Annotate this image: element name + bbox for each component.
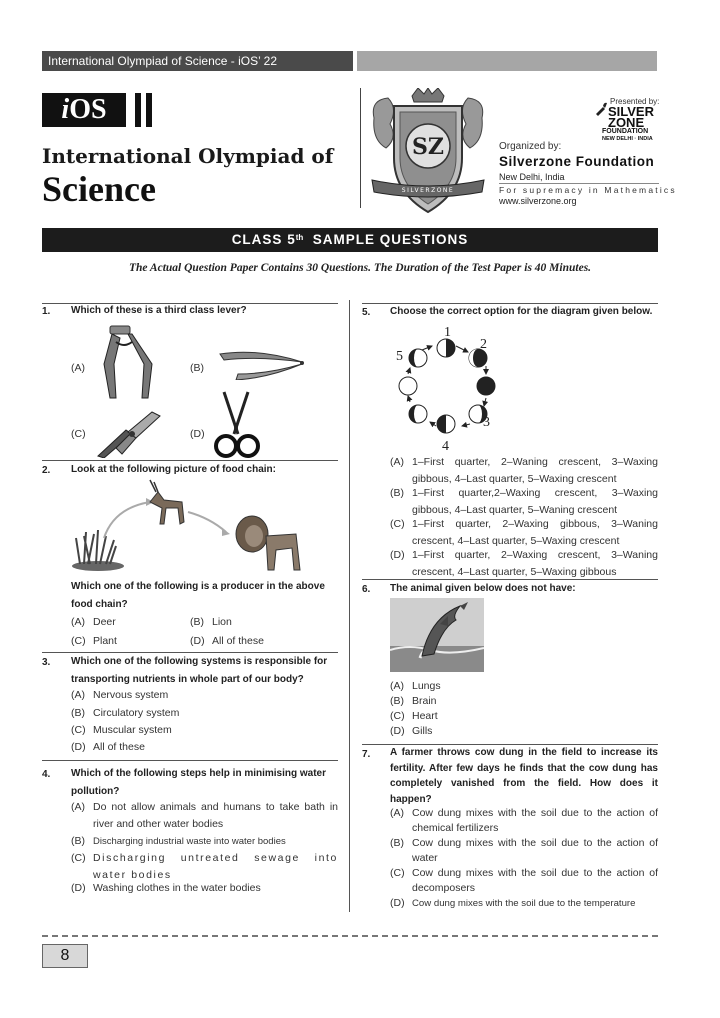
option-label: (C) xyxy=(390,518,405,530)
q4-option-a[interactable] xyxy=(71,799,338,833)
presented-by: Presented by: xyxy=(610,97,660,106)
olympiad-title: International Olympiad of xyxy=(42,144,334,168)
option-label: (D) xyxy=(390,725,405,737)
exam-instructions: The Actual Question Paper Contains 30 Questions. The Duration of the Test Paper is 40 Minutes. xyxy=(128,262,592,274)
dolphin-image xyxy=(390,598,484,672)
q1-text: Which of these is a third class lever? xyxy=(71,305,247,316)
ios-logo-i: i xyxy=(61,94,70,125)
q7-option-a[interactable] xyxy=(390,806,658,836)
organizer-website[interactable]: www.silverzone.org xyxy=(499,196,577,206)
option-label: (A) xyxy=(71,616,85,628)
q4-text: Which of the following steps help in minimising water pollution? xyxy=(71,768,327,797)
moon-phase-new-icon xyxy=(399,377,417,395)
option-text: Cow dung mixes with the soil due to the temperature xyxy=(412,898,636,909)
pliers-icon xyxy=(96,408,166,458)
moon-phase-full-dark-icon xyxy=(477,377,495,395)
q6-option-d[interactable] xyxy=(390,723,658,740)
option-text: Deer xyxy=(93,616,116,628)
crest-ribbon: SILVERZONE xyxy=(401,187,455,194)
q7-option-d[interactable] xyxy=(390,896,658,911)
q6-text: The animal given below does not have: xyxy=(390,583,576,594)
organizer-rule xyxy=(499,183,659,184)
option-text: Discharging industrial waste into water bodies xyxy=(93,836,286,847)
option-text: 1–First quarter,2–Waxing crescent, 3–Waxing gibbous, 4–Last quarter, 5–Waning crescent xyxy=(412,487,658,516)
ios-logo-os: OS xyxy=(69,94,107,125)
option-text: All of these xyxy=(93,741,145,753)
option-label: (A) xyxy=(390,456,404,468)
q2-number: 2. xyxy=(42,465,51,476)
header-bar xyxy=(42,51,353,71)
option-label: (A) xyxy=(390,807,404,819)
header-bar-filler xyxy=(357,51,657,71)
option-label: (B) xyxy=(390,695,404,707)
q7-text: A farmer throws cow dung in the field to increase its fertility. After few days he finds that the cow dung has completely vanished from the field. How does it happen? xyxy=(390,747,658,805)
option-label: (C) xyxy=(71,724,86,736)
q1-number: 1. xyxy=(42,306,51,317)
option-text: Circulatory system xyxy=(93,707,180,719)
banner-class-sup: th xyxy=(295,233,304,242)
q2-text: Look at the following picture of food chain: xyxy=(71,464,276,475)
q5-option-c[interactable] xyxy=(390,516,658,550)
logo-line4: NEW DELHI · INDIA xyxy=(602,136,653,142)
option-label: (D) xyxy=(390,549,405,561)
option-label: (D) xyxy=(71,741,86,753)
header-divider xyxy=(360,88,361,208)
option-text: Brain xyxy=(412,695,437,707)
option-text: All of these xyxy=(212,635,264,647)
q5-option-a[interactable] xyxy=(390,454,658,488)
olympiad-subject: Science xyxy=(42,169,156,209)
banner-title: SAMPLE QUESTIONS xyxy=(312,232,469,247)
q3-text: Which one of the following systems is responsible for transporting nutrients in whole part of our body? xyxy=(71,656,328,685)
q3-option-b[interactable] xyxy=(71,705,338,722)
silverzone-logo xyxy=(596,104,660,144)
q4-number: 4. xyxy=(42,769,51,780)
organized-by: Organized by: xyxy=(499,141,562,152)
option-text: 1–First quarter, 2–Waxing crescent, 3–Waning crescent, 4–Last quarter, 5–Waxing gibbous xyxy=(412,549,658,578)
q2-option-c[interactable] xyxy=(71,633,181,650)
moon-phase-5-icon xyxy=(409,349,427,367)
option-label: (C) xyxy=(71,852,86,864)
ios-logo xyxy=(42,93,126,127)
option-text: Muscular system xyxy=(93,724,172,736)
ios-logo-bars xyxy=(131,93,157,127)
q1-option-a[interactable]: (A) xyxy=(71,362,85,374)
option-label: (B) xyxy=(71,707,85,719)
option-text: Lion xyxy=(212,616,232,628)
option-text: Cow dung mixes with the soil due to the action of water xyxy=(412,837,658,864)
option-text: Lungs xyxy=(412,680,441,692)
option-label: (B) xyxy=(71,835,85,847)
q6-number: 6. xyxy=(362,584,371,595)
sample-questions-banner xyxy=(42,228,658,252)
option-label: (D) xyxy=(190,635,205,647)
deer-icon xyxy=(150,480,184,524)
moon-phase-4-icon xyxy=(437,415,455,433)
moon-phases-diagram xyxy=(390,320,510,454)
option-label: (D) xyxy=(71,882,86,894)
q4-option-b[interactable] xyxy=(71,833,338,850)
option-label: (C) xyxy=(71,635,86,647)
logo-line1: SILVER xyxy=(608,104,654,119)
option-label: (B) xyxy=(390,837,404,849)
option-label: (B) xyxy=(190,616,204,628)
q2-text2: Which one of the following is a producer in the above food chain? xyxy=(71,581,325,610)
q1-option-b[interactable]: (B) xyxy=(190,362,204,374)
column-divider xyxy=(349,300,350,912)
q1-option-d[interactable]: (D) xyxy=(190,428,205,440)
organizer-name: Silverzone Foundation xyxy=(499,154,655,169)
diagram-label-4: 4 xyxy=(442,439,449,454)
moon-phase-waning-icon xyxy=(409,405,427,423)
q3-option-a[interactable] xyxy=(71,687,338,704)
q2-option-b[interactable] xyxy=(190,614,330,631)
option-text: Plant xyxy=(93,635,117,647)
organizer-city: New Delhi, India xyxy=(499,172,565,182)
organizer-tagline: For supremacy in Mathematics xyxy=(499,185,677,195)
torch-icon xyxy=(594,102,608,116)
option-label: (A) xyxy=(71,689,85,701)
q5-option-b[interactable] xyxy=(390,485,658,519)
option-text: Gills xyxy=(412,725,433,737)
q7-option-c[interactable] xyxy=(390,866,658,896)
q5-option-d[interactable] xyxy=(390,547,658,581)
option-label: (C) xyxy=(390,710,405,722)
q2-option-d[interactable] xyxy=(190,633,330,650)
q3-number: 3. xyxy=(42,657,51,668)
option-text: Cow dung mixes with the soil due to the action of chemical fertilizers xyxy=(412,807,658,834)
logo-line2: ZONE xyxy=(608,115,645,130)
option-text: 1–First quarter, 2–Waxing gibbous, 3–Waning crescent, 4–Last quarter, 5–Waxing crescent xyxy=(412,518,658,547)
q4-rule xyxy=(42,760,338,761)
option-label: (D) xyxy=(390,897,405,909)
option-text: Do not allow animals and humans to take bath in river and other water bodies xyxy=(93,801,338,830)
food-chain-diagram xyxy=(70,478,310,574)
q4-option-c[interactable] xyxy=(71,850,338,884)
option-label: (B) xyxy=(390,487,404,499)
diagram-label-1: 1 xyxy=(444,325,451,340)
q3-option-d[interactable] xyxy=(71,739,338,756)
plant-icon xyxy=(72,530,124,571)
option-text: Cow dung mixes with the soil due to the action of decomposers xyxy=(412,867,658,894)
tongs-icon xyxy=(218,344,304,380)
q7-number: 7. xyxy=(362,749,371,760)
footer-dashed-line xyxy=(42,935,658,937)
q7-option-b[interactable] xyxy=(390,836,658,866)
moon-phase-1-icon xyxy=(437,339,455,357)
diagram-label-3: 3 xyxy=(483,415,490,430)
silverzone-crest-icon xyxy=(368,88,488,216)
page-number: 8 xyxy=(42,944,88,968)
diagram-label-2: 2 xyxy=(480,337,487,352)
option-label: (C) xyxy=(390,867,405,879)
option-text: 1–First quarter, 2–Waning crescent, 3–Waxing gibbous, 4–Last quarter, 5–Waxing crescent xyxy=(412,456,658,485)
q5-number: 5. xyxy=(362,307,371,318)
option-text: Discharging untreated sewage into water bodies xyxy=(93,852,338,881)
q4-option-d[interactable] xyxy=(71,880,338,897)
banner-class: CLASS 5 xyxy=(231,232,296,247)
q1-option-c[interactable]: (C) xyxy=(71,428,86,440)
diagram-label-5: 5 xyxy=(396,349,403,364)
crest-letters: SZ xyxy=(412,134,444,160)
header-bar-text: International Olympiad of Science - iOS’ 22 xyxy=(48,54,278,68)
logo-line3: FOUNDATION xyxy=(602,128,649,135)
nutcracker-icon xyxy=(96,324,158,400)
option-label: (A) xyxy=(390,680,404,692)
option-text: Nervous system xyxy=(93,689,169,701)
lion-icon xyxy=(236,516,300,570)
option-text: Washing clothes in the water bodies xyxy=(93,882,261,894)
option-label: (A) xyxy=(71,801,85,813)
scissors-icon xyxy=(210,390,262,460)
option-text: Heart xyxy=(412,710,438,722)
q2-option-a[interactable] xyxy=(71,614,181,631)
q3-option-c[interactable] xyxy=(71,722,338,739)
q5-text: Choose the correct option for the diagram given below. xyxy=(390,306,653,317)
